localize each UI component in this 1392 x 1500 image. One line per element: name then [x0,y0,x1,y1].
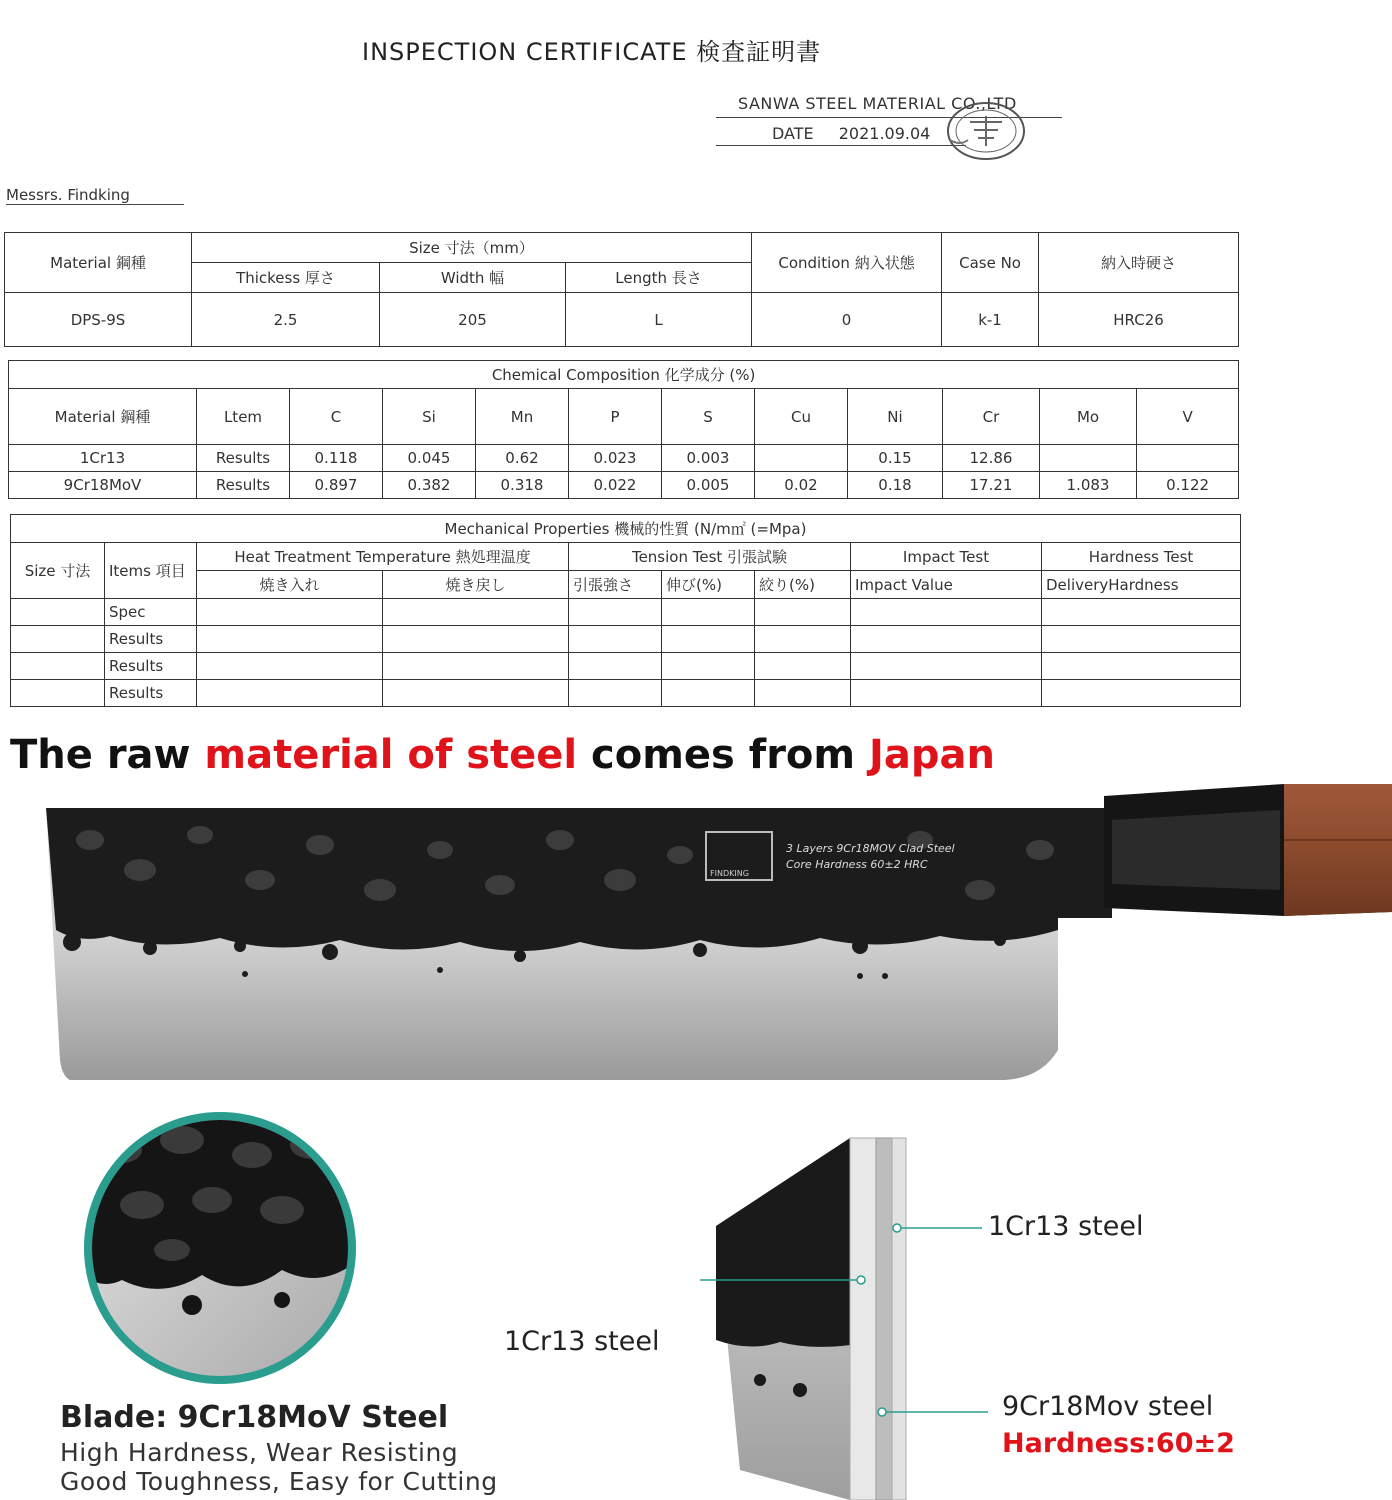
row-label: Results [105,626,197,653]
table-cell: 1Cr13 [9,445,197,472]
table-cell: 0.045 [383,445,476,472]
table-cell: 0.18 [848,472,943,499]
company-name: SANWA STEEL MATERIAL CO.,LTD [738,94,1017,113]
table-cell: 17.21 [943,472,1040,499]
width-header: Width 幅 [380,263,566,293]
engraving-line1: 3 Layers 9Cr18MOV Clad Steel [786,842,955,855]
date-underline [716,145,966,146]
hardness-header: 納入時硬さ [1039,233,1239,293]
chem-header: V [1137,389,1239,445]
outer-layer [850,1138,876,1500]
size-header: Size 寸法（mm） [192,233,752,263]
table-cell: 0.15 [848,445,943,472]
blade-title: Blade: 9Cr18MoV Steel [60,1400,449,1435]
table-cell [1137,445,1239,472]
tension-test-header: Tension Test 引張試験 [569,543,851,571]
chem-header: Cu [755,389,848,445]
headline-part: The raw [10,732,205,778]
table-cell: 0.118 [290,445,383,472]
table-cell: 9Cr18MoV [9,472,197,499]
table-cell [755,445,848,472]
condition-header: Condition 納入状態 [752,233,942,293]
table-row [11,680,1241,707]
row-label: Spec [105,599,197,626]
table-cell: 1.083 [1040,472,1137,499]
messrs-label: Messrs. Findking [6,186,130,204]
table-row [9,472,1239,499]
table-cell: 0.318 [476,472,569,499]
quench-header: 焼き入れ [197,571,383,599]
chem-header: Mo [1040,389,1137,445]
layer-label-outer-left: 1Cr13 steel [504,1326,660,1357]
messrs-underline [6,204,184,205]
headline-part: comes from [577,732,869,778]
chem-header-row [9,389,1239,445]
chem-header: Ni [848,389,943,445]
caseno-header: Case No [942,233,1039,293]
core-hardness: Hardness:60±2 [1002,1428,1235,1459]
table-row [11,626,1241,653]
chem-header: Cr [943,389,1040,445]
material-header: Material 鋼種 [5,233,192,293]
table-row [9,445,1239,472]
chem-header: Ltem [197,389,290,445]
size-table [4,232,1239,347]
headline-highlight: Japan [869,732,995,778]
hardness-test-header: Hardness Test [1042,543,1241,571]
impact-value-header: Impact Value [851,571,1042,599]
blade-detail-circle [82,1110,358,1386]
chem-header: Si [383,389,476,445]
tensile-header: 引張強さ [569,571,662,599]
table-cell: 0.022 [569,472,662,499]
chem-header: Material 鋼種 [9,389,197,445]
table-cell: 0.02 [755,472,848,499]
table-cell: 0.62 [476,445,569,472]
thickness-value: 2.5 [192,293,380,347]
date-label: DATE [772,124,814,143]
chem-table [8,360,1239,499]
certificate-title: INSPECTION CERTIFICATE 検査証明書 [362,38,822,66]
thickness-header: Thickess 厚さ [192,263,380,293]
caseno-value: k-1 [942,293,1039,347]
engraving-line2: Core Hardness 60±2 HRC [786,858,928,871]
mech-table [10,514,1241,707]
condition-value: 0 [752,293,942,347]
date-row [772,124,930,143]
chem-header: S [662,389,755,445]
row-label: Results [105,680,197,707]
row-label: Results [105,653,197,680]
length-value: L [566,293,752,347]
knife-image [0,780,1392,1100]
table-row [11,599,1241,626]
table-row [11,653,1241,680]
table-cell: 0.382 [383,472,476,499]
chem-header: Mn [476,389,569,445]
width-value: 205 [380,293,566,347]
outer-layer [892,1138,906,1500]
table-cell: 0.005 [662,472,755,499]
table-cell: 12.86 [943,445,1040,472]
headline [10,732,995,778]
impact-test-header: Impact Test [851,543,1042,571]
table-cell [1040,445,1137,472]
table-cell: 0.122 [1137,472,1239,499]
length-header: Length 長さ [566,263,752,293]
core-layer [876,1138,892,1500]
table-cell: 0.003 [662,445,755,472]
hardness-value: HRC26 [1039,293,1239,347]
elongation-header: 伸び(%) [662,571,755,599]
feature-line: Good Toughness, Easy for Cutting [60,1467,498,1496]
table-cell: 0.897 [290,472,383,499]
reduction-header: 絞り(%) [755,571,851,599]
mech-title: Mechanical Properties 機械的性質 (N/m㎡ (=Mpa) [11,515,1241,543]
brand-mark: FINDKING [710,869,749,878]
chem-header: P [569,389,662,445]
company-seal-icon [940,100,1026,162]
table-cell: 0.023 [569,445,662,472]
chem-title: Chemical Composition 化学成分 (%) [9,361,1239,389]
delivery-hardness-header: DeliveryHardness [1042,571,1241,599]
layer-label-outer: 1Cr13 steel [988,1211,1144,1242]
temper-header: 焼き戻し [383,571,569,599]
chem-header: C [290,389,383,445]
headline-highlight: material of steel [204,732,578,778]
table-cell: Results [197,472,290,499]
feature-line: High Hardness, Wear Resisting [60,1438,459,1467]
mech-size-header: Size 寸法 [11,543,105,599]
table-cell: Results [197,445,290,472]
layer-label-core: 9Cr18Mov steel [1002,1391,1214,1422]
mech-items-header: Items 項目 [105,543,197,599]
date-value: 2021.09.04 [838,124,931,143]
handle [1104,784,1392,916]
heat-treatment-header: Heat Treatment Temperature 熱処理温度 [197,543,569,571]
material-value: DPS-9S [5,293,192,347]
